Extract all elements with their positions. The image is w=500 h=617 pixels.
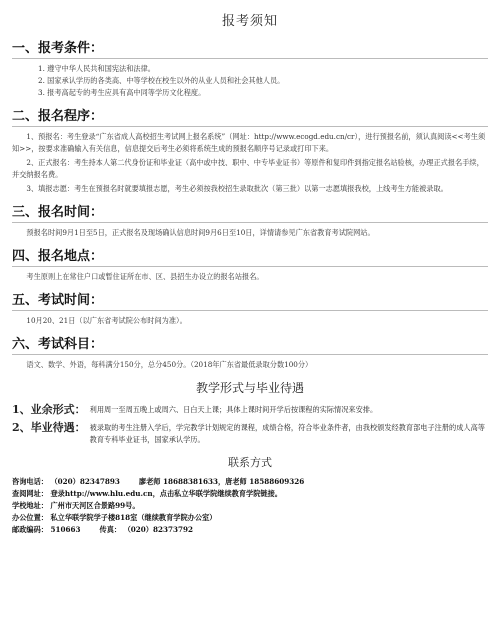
section-body — [12, 315, 488, 327]
list — [12, 63, 488, 99]
contact-postcode: 510663 — [50, 525, 81, 534]
contact-teachers: 廖老师 18688381633，唐老师 18588609326 — [138, 477, 305, 486]
mode-text: 被录取的考生注册入学后，学完教学计划规定的课程，成绩合格，符合毕业条件者，由我校颁发经教育部电子注册的成人高等教育专科毕业证书，国家承认学历。 — [89, 423, 485, 444]
section-body — [12, 227, 488, 239]
contact-phone: （020）82347893 — [50, 477, 120, 486]
section-heading: 二、报名程序： — [12, 109, 104, 124]
contact-web[interactable]: 登录http://www.hlu.edu.cn，点击私立华联学院继续教育学院链接。 — [50, 489, 282, 498]
contact-label: 咨询电话： — [12, 477, 48, 486]
teaching-mode-row — [12, 422, 488, 446]
teaching-mode-row — [12, 404, 488, 416]
divider — [12, 354, 488, 355]
contact-block — [12, 476, 488, 536]
contact-label: 邮政编码： — [12, 525, 48, 534]
divider — [12, 266, 488, 267]
contact-label: 传真： — [99, 525, 122, 534]
contact-address-row — [12, 500, 488, 512]
paragraph: 预报名时间9月1日至5日，正式报名及现场确认信息时间9月6日至10日，详情请参见广东省教育考试院网站。 — [26, 228, 375, 237]
contact-office-row — [12, 512, 488, 524]
paragraph: 3、填报志愿：考生在预报名时就要填报志愿，考生必须按我校招生录取批次（第三批）以第一志愿填报我校，上线考生方能被录取。 — [26, 184, 448, 193]
divider — [12, 310, 488, 311]
contact-label: 办公位置： — [12, 513, 48, 522]
contact-phone-row — [12, 476, 488, 488]
section-body — [12, 359, 488, 371]
contact-post-row — [12, 524, 488, 536]
section-heading: 一、报考条件： — [12, 41, 104, 56]
contact-fax: （020）82373792 — [123, 525, 193, 534]
divider — [12, 58, 488, 59]
paragraph: 考生原则上在常住户口或暂住证所在市、区、县招生办设立的报名站报名。 — [26, 272, 264, 281]
list-item: 3. 报考高起专的考生应具有高中同等学历文化程度。 — [38, 88, 206, 97]
contact-office: 私立华联学院学子楼818室（继续教育学院办公室） — [50, 513, 217, 522]
section-heading: 四、报名地点： — [12, 249, 104, 264]
section-heading: 六、考试科目： — [12, 337, 104, 352]
list-item: 2. 国家承认学历的各类高、中等学校在校生以外的从业人员和社会其他人员。 — [38, 76, 285, 85]
section-body — [12, 271, 488, 283]
contact-address: 广州市天河区合景路99号。 — [50, 501, 140, 510]
contact-label: 学校地址： — [12, 501, 48, 510]
subtitle-teaching-mode: 教学形式与毕业待遇 — [195, 381, 304, 395]
section-heading: 五、考试时间： — [12, 293, 104, 308]
contact-label: 查阅网址： — [12, 489, 48, 498]
divider — [12, 126, 488, 127]
contact-web-row — [12, 488, 488, 500]
mode-text: 利用周一至周五晚上或周六、日白天上课；具体上课时间开学后按课程的实际情况来安排。 — [89, 405, 378, 414]
mode-label: 1、业余形式： — [12, 403, 86, 416]
contact-title: 联系方式 — [228, 456, 272, 469]
paragraph: 语文、数学、外语，每科满分150分，总分450分。（2018年广东省最低录取分数100分） — [26, 360, 313, 369]
list-item: 1. 遵守中华人民共和国宪法和法律。 — [38, 64, 155, 73]
section-heading: 三、报名时间： — [12, 205, 104, 220]
paragraph: 10月20、21日（以广东省考试院公布时间为准）。 — [26, 316, 187, 325]
divider — [12, 222, 488, 223]
mode-label: 2、毕业待遇： — [12, 421, 86, 434]
paragraph: 1、预报名：考生登录“广东省成人高校招生考试网上报名系统”（网址：http://www.ecogd.edu.cn/cr），进行预报名前，须认真阅读<<考生须知>>，按要求准确输入有关信息，信息提交后考生必须将系统生成的预报名顺序号记录或打印下来。 — [12, 132, 486, 153]
page-title: 报考须知 — [221, 14, 278, 29]
section-body — [12, 131, 488, 195]
paragraph: 2、正式报名：考生持本人第二代身份证和毕业证（高中或中技、职中、中专毕业证书）等原件和复印件到指定报名站验核，办理正式报名手续，并交纳报名费。 — [12, 158, 484, 179]
